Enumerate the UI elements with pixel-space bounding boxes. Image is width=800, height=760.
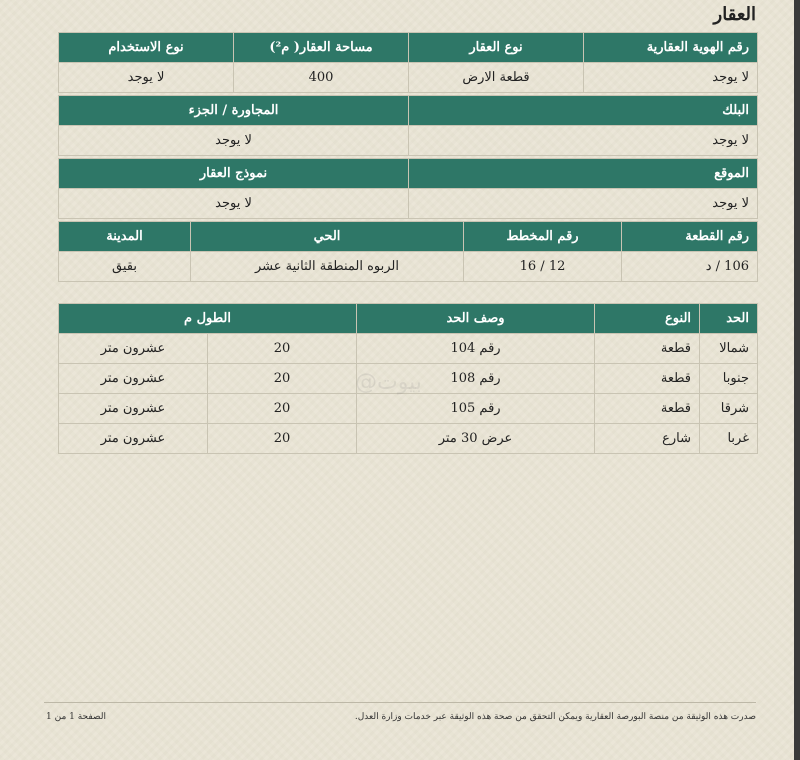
table-header-row xyxy=(59,96,758,126)
boundary-length-number: 20 xyxy=(208,364,357,394)
table-row xyxy=(59,63,758,93)
header-property-id: رقم الهوية العقارية xyxy=(584,33,758,63)
boundary-length-words: عشرون متر xyxy=(59,364,208,394)
header-property-area: مساحة العقار( م²) xyxy=(234,33,409,63)
boundary-length-words: عشرون متر xyxy=(59,334,208,364)
header-boundary-type: النوع xyxy=(595,304,700,334)
boundary-direction: شمالا xyxy=(700,334,758,364)
page-number: الصفحة 1 من 1 xyxy=(46,712,106,722)
boundary-type: شارع xyxy=(595,424,700,454)
header-property-type: نوع العقار xyxy=(409,33,584,63)
boundary-length-number: 20 xyxy=(208,334,357,364)
header-length: الطول م xyxy=(59,304,357,334)
header-boundary: الحد xyxy=(700,304,758,334)
header-district: الحي xyxy=(191,222,464,252)
boundary-direction: شرقا xyxy=(700,394,758,424)
table-row xyxy=(59,252,758,282)
boundary-direction: غربا xyxy=(700,424,758,454)
watermark: بيوت@ xyxy=(355,370,422,395)
boundary-direction: جنوبا xyxy=(700,364,758,394)
value-district: الربوه المنطقة الثانية عشر xyxy=(191,252,464,282)
value-neighborhood-part: لا يوجد xyxy=(59,126,409,156)
boundary-description: رقم 105 xyxy=(357,394,595,424)
boundary-type: قطعة xyxy=(595,364,700,394)
table-header-row xyxy=(59,304,758,334)
table-row xyxy=(59,334,758,364)
value-property-id: لا يوجد xyxy=(584,63,758,93)
boundary-description: عرض 30 متر xyxy=(357,424,595,454)
table-row xyxy=(59,424,758,454)
location-info-table xyxy=(58,158,758,219)
page-edge xyxy=(794,0,800,760)
header-plot-number: رقم القطعة xyxy=(622,222,758,252)
table-row xyxy=(59,189,758,219)
header-plan-number: رقم المخطط xyxy=(464,222,622,252)
table-header-row xyxy=(59,222,758,252)
boundary-type: قطعة xyxy=(595,394,700,424)
header-block: البلك xyxy=(409,96,758,126)
table-header-row xyxy=(59,33,758,63)
page-title: العقار xyxy=(713,4,756,25)
table-row xyxy=(59,126,758,156)
header-boundary-description: وصف الحد xyxy=(357,304,595,334)
value-plan-number: 12 / 16 xyxy=(464,252,622,282)
property-info-table xyxy=(58,32,758,93)
footer-note: صدرت هذه الوثيقة من منصة البورصة العقارية ويمكن التحقق من صحة هذه الوثيقة عبر خدمات وزارة العدل. xyxy=(354,712,756,722)
footer-divider xyxy=(44,702,756,703)
boundary-length-number: 20 xyxy=(208,394,357,424)
boundary-description: رقم 104 xyxy=(357,334,595,364)
block-info-table xyxy=(58,95,758,156)
header-usage-type: نوع الاستخدام xyxy=(59,33,234,63)
value-plot-number: 106 / د xyxy=(622,252,758,282)
boundary-length-words: عشرون متر xyxy=(59,394,208,424)
value-property-model: لا يوجد xyxy=(59,189,409,219)
value-city: بقيق xyxy=(59,252,191,282)
table-row xyxy=(59,394,758,424)
boundary-description: رقم 108 xyxy=(357,364,595,394)
boundary-type: قطعة xyxy=(595,334,700,364)
header-location: الموقع xyxy=(409,159,758,189)
value-block: لا يوجد xyxy=(409,126,758,156)
boundary-length-number: 20 xyxy=(208,424,357,454)
value-property-area: 400 xyxy=(234,63,409,93)
boundary-length-words: عشرون متر xyxy=(59,424,208,454)
header-city: المدينة xyxy=(59,222,191,252)
plot-info-table xyxy=(58,221,758,282)
value-property-type: قطعة الارض xyxy=(409,63,584,93)
value-location: لا يوجد xyxy=(409,189,758,219)
header-neighborhood-part: المجاورة / الجزء xyxy=(59,96,409,126)
table-header-row xyxy=(59,159,758,189)
header-property-model: نموذج العقار xyxy=(59,159,409,189)
value-usage-type: لا يوجد xyxy=(59,63,234,93)
